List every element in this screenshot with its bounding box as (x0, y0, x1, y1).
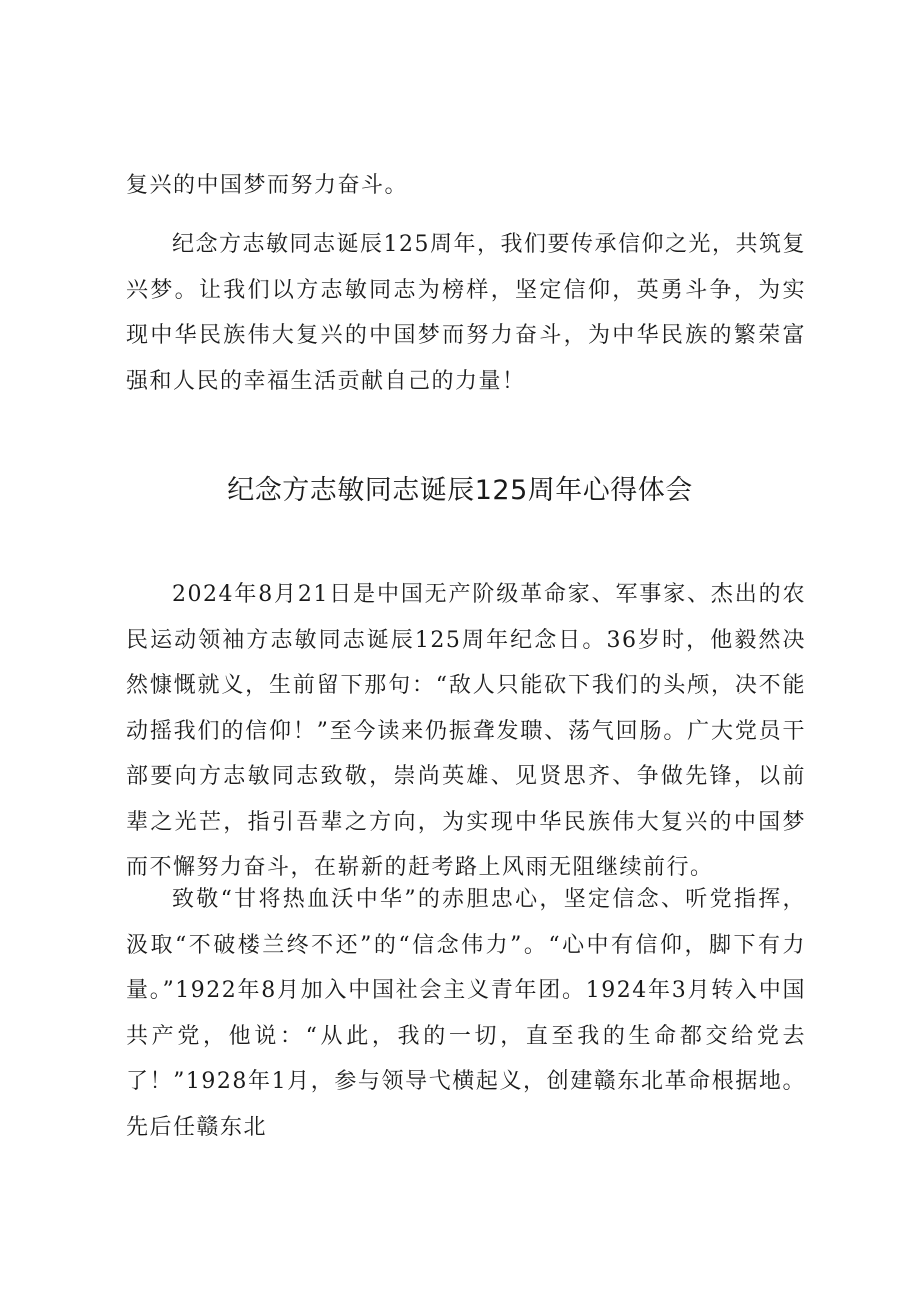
body-paragraph-1: 2024年8月21日是中国无产阶级革命家、军事家、杰出的农民运动领袖方志敏同志诞辰125周年纪念日。36岁时，他毅然决然慷慨就义，生前留下那句：“敌人只能砍下我们的头颅，决不能动摇我们的信仰！”至今读来仍振聋发聩、荡气回肠。广大党员干部要向方志敏同志致敬，崇尚英雄、见贤思齐、争做先锋，以前辈之光芒，指引吾辈之方向，为实现中华民族伟大复兴的中国梦而不懈努力奋斗，在崭新的赶考路上风雨无阻继续前行。 (126, 582, 806, 880)
body-paragraph-2: 致敬“甘将热血沃中华”的赤胆忠心，坚定信念、听党指挥，汲取“不破楼兰终不还”的“信念伟力”。“心中有信仰，脚下有力量。”1922年8月加入中国社会主义青年团。1924年3月转入中国共产党，他说：“从此，我的一切，直至我的生命都交给党去了！”1928年1月，参与领导弋横起义，创建赣东北革命根据地。先后任赣东北 (126, 887, 806, 1140)
conclusion-paragraph: 纪念方志敏同志诞辰125周年，我们要传承信仰之光，共筑复兴梦。让我们以方志敏同志为榜样，坚定信仰，英勇斗争，为实现中华民族伟大复兴的中国梦而努力奋斗，为中华民族的繁荣富强和人民的幸福生活贡献自己的力量！ (126, 232, 806, 394)
document-title: 纪念方志敏同志诞辰125周年心得体会 (227, 475, 693, 506)
intro-tail-paragraph: 复兴的中国梦而努力奋斗。 (126, 173, 409, 198)
